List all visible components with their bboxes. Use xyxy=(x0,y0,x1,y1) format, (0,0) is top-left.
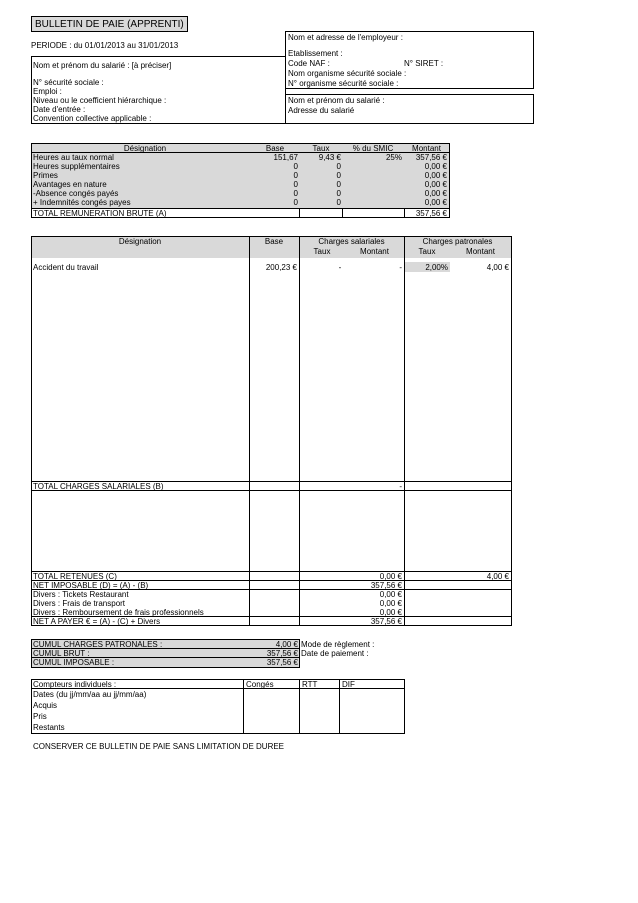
cell-base: 0 xyxy=(293,162,298,171)
charge-row-montant-sal: - xyxy=(399,263,402,272)
employee-address: Adresse du salarié xyxy=(288,106,355,115)
charge-row-taux-pat: 2,00% xyxy=(425,263,448,272)
code-naf: Code NAF : xyxy=(288,59,330,68)
siret: N° SIRET : xyxy=(404,59,444,68)
charge-row-montant-pat: 4,00 € xyxy=(486,263,509,272)
compteur-row-restants: Restants xyxy=(33,723,65,732)
charges-col-base: Base xyxy=(264,237,284,246)
cell-base: 0 xyxy=(293,198,298,207)
compteurs-title: Compteurs individuels : xyxy=(33,680,117,689)
divers-transport-value: 0,00 € xyxy=(379,599,402,608)
total-retenues-label: TOTAL RETENUES (C) xyxy=(33,572,117,581)
cell-base: 0 xyxy=(293,180,298,189)
cell-montant: 0,00 € xyxy=(424,189,447,198)
total-retenues-value: 0,00 € xyxy=(379,572,402,581)
compteur-row-acquis: Acquis xyxy=(33,701,58,710)
cell-base: 0 xyxy=(293,189,298,198)
cell-taux: 0 xyxy=(336,180,341,189)
nom-organisme-secu: Nom organisme sécurité sociale : xyxy=(288,69,407,78)
col-designation: Désignation xyxy=(123,144,167,153)
charges-col-montant-sal: Montant xyxy=(360,247,389,256)
date-paiement: Date de paiement : xyxy=(301,649,369,658)
col-base: Base xyxy=(265,144,285,153)
net-a-payer-value: 357,56 € xyxy=(370,617,402,626)
cell-taux: 0 xyxy=(336,189,341,198)
cumul-brut-value: 357,56 € xyxy=(266,649,298,658)
cumul-brut-label: CUMUL BRUT : xyxy=(33,649,90,658)
footer-notice: CONSERVER CE BULLETIN DE PAIE SANS LIMITATION DE DUREE xyxy=(33,742,285,751)
cell-montant: 0,00 € xyxy=(424,180,447,189)
total-charges-sal-value: - xyxy=(399,482,402,491)
cell-taux: 0 xyxy=(336,162,341,171)
cell-taux: 9,43 € xyxy=(318,153,341,162)
mode-reglement: Mode de règlement : xyxy=(301,640,375,649)
charges-col-montant-pat: Montant xyxy=(466,247,495,256)
divers-frais-value: 0,00 € xyxy=(379,608,402,617)
employee-name: Nom et prénom du salarié : [à préciser] xyxy=(33,61,172,70)
total-brut-label: TOTAL REMUNERATION BRUTE (A) xyxy=(33,209,167,218)
total-brut-value: 357,56 € xyxy=(415,209,447,218)
bulletin-title: BULLETIN DE PAIE (APPRENTI) xyxy=(35,19,184,30)
total-charges-sal-label: TOTAL CHARGES SALARIALES (B) xyxy=(33,482,164,491)
col-smic: % du SMIC xyxy=(352,144,394,153)
divers-tickets-label: Divers : Tickets Restaurant xyxy=(33,590,129,599)
table-row: + Indemnités congés payes xyxy=(33,198,131,207)
net-a-payer-label: NET A PAYER € = (A) - (C) + Divers xyxy=(33,617,161,626)
compteur-row-pris: Pris xyxy=(33,712,47,721)
table-row: -Absence congés payés xyxy=(33,189,119,198)
divers-tickets-value: 0,00 € xyxy=(379,590,402,599)
cumul-imposable-label: CUMUL IMPOSABLE : xyxy=(33,658,115,667)
cell-base: 151,67 xyxy=(273,153,298,162)
date-entree: Date d'entrée : xyxy=(33,105,86,114)
charge-row-label: Accident du travail xyxy=(33,263,99,272)
niveau-coefficient: Niveau ou le coefficient hiérarchique : xyxy=(33,96,167,105)
charges-col-salariales: Charges salariales xyxy=(318,237,385,246)
charges-col-designation: Désignation xyxy=(118,237,162,246)
cell-montant: 0,00 € xyxy=(424,171,447,180)
compteur-row-dates: Dates (du jj/mm/aa au jj/mm/aa) xyxy=(33,690,147,699)
emploi: Emploi : xyxy=(33,87,62,96)
compteur-rtt: RTT xyxy=(302,680,318,689)
charge-row-base: 200,23 € xyxy=(265,263,297,272)
net-imposable-label: NET IMPOSABLE (D) = (A) - (B) xyxy=(33,581,149,590)
net-imposable-value: 357,56 € xyxy=(370,581,402,590)
table-row: Avantages en nature xyxy=(33,180,107,189)
num-organisme-secu: N° organisme sécurité sociale : xyxy=(288,79,399,88)
cumul-patronales-label: CUMUL CHARGES PATRONALES : xyxy=(33,640,163,649)
col-taux: Taux xyxy=(312,144,330,153)
employee-name-right: Nom et prénom du salarié : xyxy=(288,96,385,105)
cell-smic: 25% xyxy=(385,153,402,162)
cumul-imposable-value: 357,56 € xyxy=(266,658,298,667)
charges-col-taux-sal: Taux xyxy=(313,247,331,256)
table-row: Heures au taux normal xyxy=(33,153,114,162)
convention-collective: Convention collective applicable : xyxy=(33,114,152,123)
bulletin-title-box xyxy=(31,16,188,32)
cumul-patronales-value: 4,00 € xyxy=(275,640,298,649)
charge-row-taux-sal: - xyxy=(338,263,342,272)
cell-montant: 0,00 € xyxy=(424,162,447,171)
col-montant: Montant xyxy=(412,144,441,153)
compteur-conges: Congés xyxy=(246,680,274,689)
cell-taux: 0 xyxy=(336,171,341,180)
charges-col-patronales: Charges patronales xyxy=(422,237,493,246)
cell-taux: 0 xyxy=(336,198,341,207)
charges-col-taux-pat: Taux xyxy=(418,247,436,256)
cell-montant: 0,00 € xyxy=(424,198,447,207)
cell-base: 0 xyxy=(293,171,298,180)
table-row: Primes xyxy=(33,171,58,180)
cell-montant: 357,56 € xyxy=(415,153,447,162)
divers-transport-label: Divers : Frais de transport xyxy=(33,599,126,608)
etablissement: Etablissement : xyxy=(288,49,343,58)
table-row: Heures supplémentaires xyxy=(33,162,120,171)
divers-frais-label: Divers : Remboursement de frais professionnels xyxy=(33,608,204,617)
secu-number: N° sécurité sociale : xyxy=(33,78,104,87)
periode: PERIODE : du 01/01/2013 au 31/01/2013 xyxy=(31,41,179,50)
compteur-dif: DIF xyxy=(342,680,355,689)
total-retenues-pat: 4,00 € xyxy=(486,572,509,581)
employer-name-address: Nom et adresse de l'employeur : xyxy=(288,33,403,42)
